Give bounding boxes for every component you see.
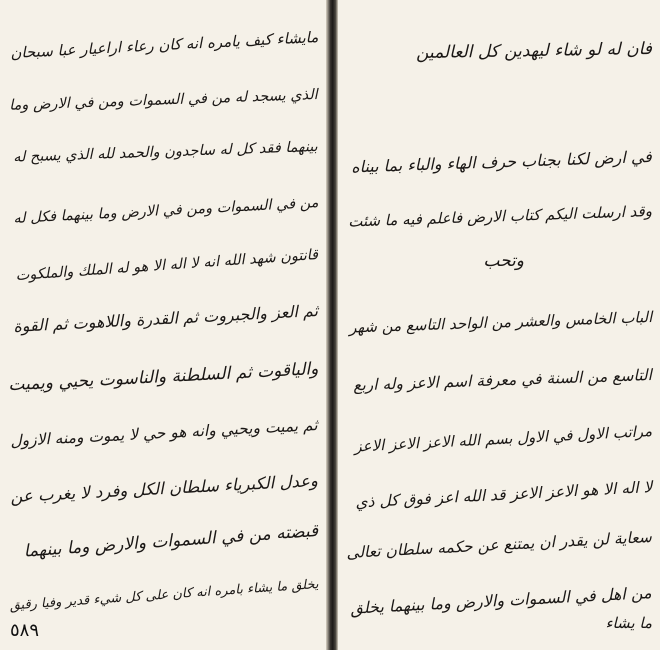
right-line-8: لا اله الا هو الاعز الاعز قد الله اعز فوق كل ذي	[354, 478, 653, 512]
left-line-10: قبضته من في السموات والارض وما بينهما	[22, 521, 319, 562]
left-line-11: يخلق ما يشاء بامره انه كان على كل شيء قدير وفيا رقيق	[8, 577, 319, 614]
left-line-7: والياقوت ثم السلطنة والناسوت يحيي ويميت	[7, 359, 319, 396]
right-line-10: من اهل في السموات والارض وما بينهما يخلق	[350, 583, 653, 618]
left-line-3: بينهما فقد كل له ساجدون والحمد لله الذي يسبح له	[13, 139, 319, 166]
left-line-1: مايشاء كيف يامره انه كان رعاء اراعيار عبا سبحان	[9, 28, 319, 63]
right-line-9: سعاية لن يقدر ان يمتنع عن حكمه سلطان تعالى	[346, 528, 653, 562]
left-line-4: من في السموات ومن في الارض وما بينهما فكل له	[12, 195, 319, 227]
page-number: ٥٨٩	[10, 620, 40, 641]
left-page	[0, 0, 326, 650]
left-line-5: قانتون شهد الله انه لا اله الا هو له الملك والملكوت	[15, 247, 319, 285]
right-line-4: وتحب	[483, 251, 524, 271]
right-line-5: الباب الخامس والعشر من الواحد التاسع من شهر	[348, 308, 653, 337]
right-line-3: وقد ارسلت اليكم كتاب الارض فاعلم فيه ما شئت	[347, 202, 653, 231]
right-page	[338, 0, 660, 650]
left-line-8: ثم يميت ويحيي وانه هو حي لا يموت ومنه الازول	[10, 416, 319, 451]
right-line-2: في ارض لكنا بجناب حرف الهاء والباء بما بيناه	[351, 147, 653, 177]
right-line-6: التاسع من السنة في معرفة اسم الاعز وله اربع	[353, 366, 653, 395]
left-line-6: ثم العز والجبروت ثم القدرة واللاهوت ثم القوة	[12, 301, 319, 336]
book-gutter	[326, 0, 338, 650]
left-line-2: الذي يسجد له من في السموات ومن في الارض وما	[9, 87, 319, 114]
right-line-7: مراتب الاول في الاول بسم الله الاعز الاعز الاعز	[353, 422, 653, 456]
right-line-11: ما يشاء	[605, 614, 652, 632]
left-line-9: وعدل الكبرياء سلطان الكل وفرد لا يغرب عن	[10, 471, 319, 507]
right-line-1: فان له لو شاء ليهدين كل العالمين	[415, 39, 653, 64]
